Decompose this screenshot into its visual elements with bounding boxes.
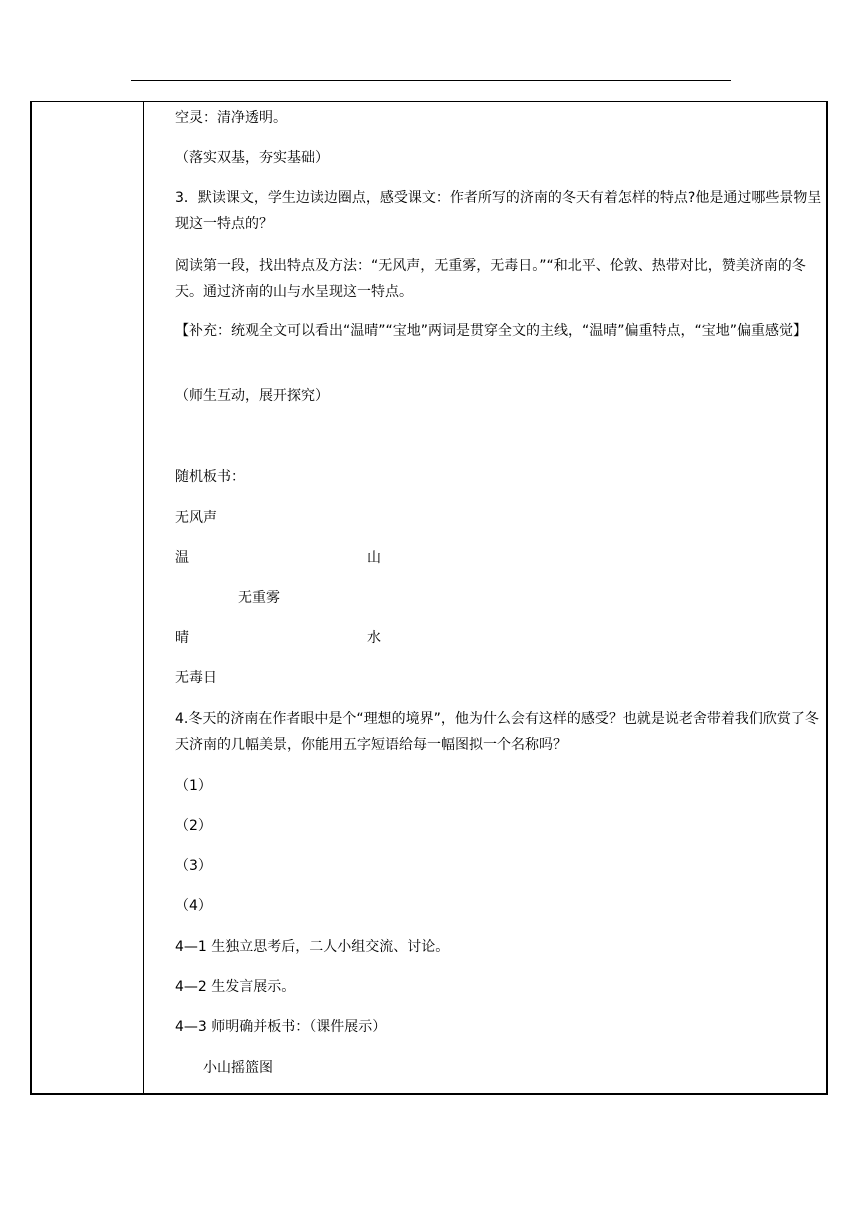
- blank-item-4: （4）: [175, 898, 212, 914]
- step-4-1: 4—1 生独立思考后，二人小组交流、讨论。: [175, 939, 450, 955]
- step-4-3: 4—3 师明确并板书：（课件展示）: [175, 1019, 387, 1035]
- board-wuduri: 无毒日: [175, 670, 217, 686]
- reading-method: 阅读第一段，找出特点及方法：“无风声，无重雾，无毒日。”“和北平、伦敦、热带对比，赞美济南的冬天。通过济南的山与水呈现这一特点。: [175, 258, 806, 300]
- blank-item-2: （2）: [175, 818, 212, 834]
- board-shan: 山: [367, 550, 381, 566]
- board-shui: 水: [367, 630, 381, 646]
- definition-kongling: 空灵：清净透明。: [175, 110, 287, 126]
- blank-item-1: （1）: [175, 778, 212, 794]
- board-wufengsheng: 无风声: [175, 510, 217, 526]
- page-header-rule: [131, 80, 731, 81]
- step-4-2: 4—2 生发言展示。: [175, 979, 296, 995]
- board-xiaoshan-yaolan: 小山摇篮图: [203, 1060, 273, 1076]
- column-divider: [143, 102, 144, 1093]
- note-interact: （师生互动，展开探究）: [175, 388, 329, 404]
- question-4: 4.冬天的济南在作者眼中是个“理想的境界”，他为什么会有这样的感受？也就是说老舍带着我们欣赏了冬天济南的几幅美景，你能用五字短语给每一幅图拟一个名称吗？: [175, 711, 819, 753]
- left-column-cell: [32, 102, 143, 1093]
- board-wuzhongwu: 无重雾: [238, 590, 280, 606]
- note-luoshi: （落实双基，夯实基础）: [175, 150, 329, 166]
- board-title: 随机板书：: [175, 469, 245, 485]
- blank-item-3: （3）: [175, 858, 212, 874]
- supplement-note: 【补充：统观全文可以看出“温晴”“宝地”两词是贯穿全文的主线，“温晴”偏重特点，“宝地”偏重感觉】: [175, 323, 808, 339]
- board-qing: 晴: [175, 630, 189, 646]
- question-3: 3．默读课文，学生边读边圈点，感受课文：作者所写的济南的冬天有着怎样的特点?他是通过哪些景物呈现这一特点的？: [175, 190, 822, 232]
- board-wen: 温: [175, 550, 189, 566]
